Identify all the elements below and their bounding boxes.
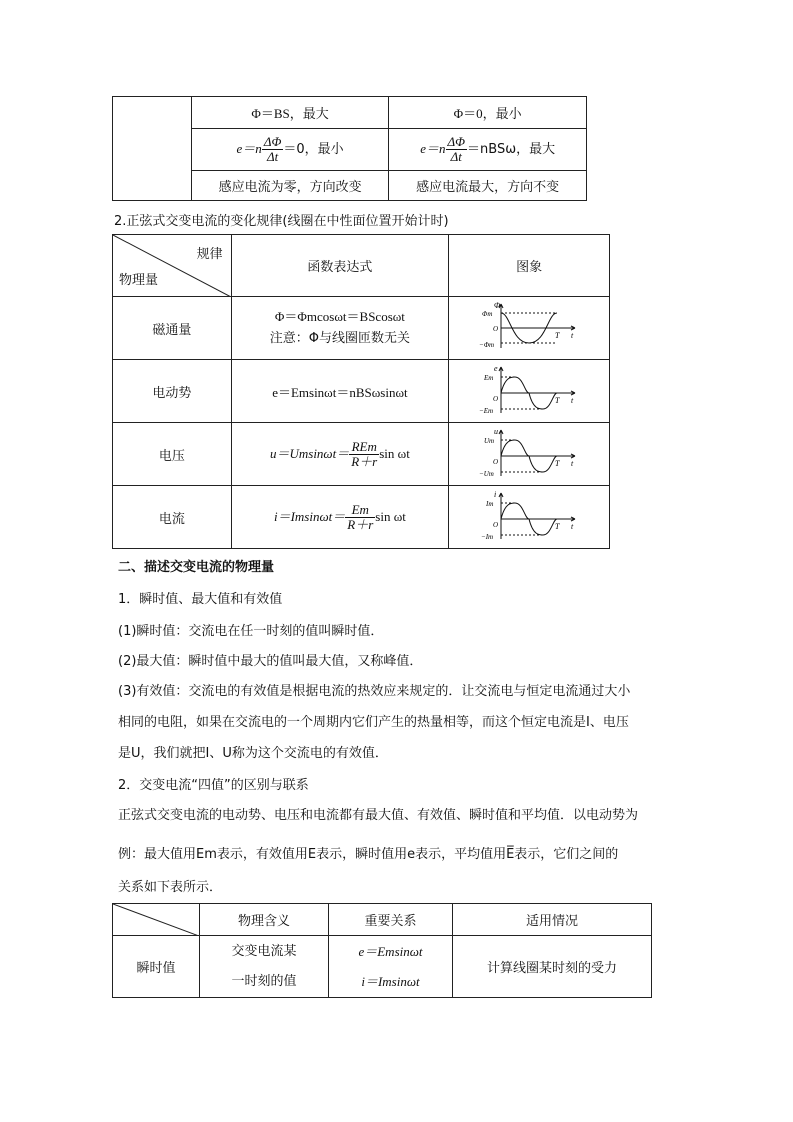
graph-origin: O [493,458,499,466]
paragraph: 相同的电阻，如果在交流电的一个周期内它们产生的热量相等，而这个恒定电流是I、电压 [118,715,629,730]
graph-min-label: −Em [479,407,494,415]
graph-cell [449,360,610,423]
four-values-table [112,903,652,998]
emf-graph [479,363,579,419]
paragraph: (3)有效值：交流电的有效值是根据电流的热效应来规定的．让交流电与恒定电流通过大小 [118,684,631,699]
graph-cell [449,423,610,486]
graph-y-label: Φ [494,301,501,310]
row-usage: 计算线圈某时刻的受力 [453,936,652,998]
paragraph: 是U，我们就把I、U称为这个交流电的有效值． [118,746,388,761]
header-graph: 图象 [449,235,610,297]
diagonal-header-cell [113,235,232,297]
header-usage: 适用情况 [453,904,652,936]
graph-t-label: t [571,459,574,468]
graph-cell [449,486,610,549]
table-cell: 感应电流为零，方向改变 [191,171,389,201]
paragraph: (1)瞬时值：交流电在任一时刻的值叫瞬时值． [118,624,384,639]
graph-origin: O [493,395,499,403]
current-graph [479,489,579,545]
graph-max-label: Im [486,500,494,508]
graph-max-label: Um [484,437,495,445]
expression-text: e＝Emsinωt＝nBSωsinωt [272,384,408,400]
table-cell: Φ＝0，最小 [389,97,587,129]
table-cell: e＝n $\frac{\Delta\Phi}{\Delta t}$ ＝0，最小 [191,129,389,171]
graph-min-label: −Φm [479,341,495,349]
header-relation: 重要关系 [329,904,453,936]
graph-y-label: i [494,490,497,499]
section-heading: 2.正弦式交变电流的变化规律(线圈在中性面位置开始计时) [114,214,449,229]
graph-origin: O [493,325,499,333]
header-quantity: 物理量 [119,273,159,288]
row-name: 磁通量 [113,297,232,360]
row-meaning: 交变电流某 一时刻的值 [200,936,329,998]
paragraph: 2．交变电流“四值”的区别与联系 [118,778,309,793]
table-cell-empty [113,97,192,201]
graph-min-label: −Um [479,470,494,478]
row-name: 电动势 [113,360,232,423]
header-rule: 规律 [196,247,223,262]
paragraph: 正弦式交变电流的电动势、电压和电流都有最大值、有效值、瞬时值和平均值．以电动势为 [118,808,639,823]
paragraph: (2)最大值：瞬时值中最大的值叫最大值，又称峰值． [118,654,423,669]
header-expression: 函数表达式 [231,235,449,297]
graph-y-label: e [494,364,498,373]
paragraph: 关系如下表所示． [118,880,223,895]
graph-period-label: T [555,522,560,531]
graph-max-label: Φm [482,310,493,318]
header-meaning: 物理含义 [200,904,329,936]
graph-origin: O [493,521,499,529]
paragraph: 例：最大值用Em表示，有效值用E表示，瞬时值用e表示，平均值用E̅表示，它们之间的 [118,847,619,862]
graph-t-label: t [571,396,574,405]
section-heading: 二、描述交变电流的物理量 [118,560,275,575]
paragraph: 1．瞬时值、最大值和有效值 [118,592,283,607]
row-name: 电压 [113,423,232,486]
row-expression: i＝Imsinωt＝ $\frac{Em}{R+r}$ sin ωt [231,486,449,549]
graph-min-label: −Im [481,533,494,541]
graph-t-label: t [571,522,574,531]
row-expression [231,297,449,360]
graph-max-label: Em [484,374,494,382]
graph-period-label: T [555,459,560,468]
expression-note: 注意：Φ与线圈匝数无关 [269,331,411,346]
diagonal-line [113,904,199,936]
row-expression: u＝Umsinωt＝ $\frac{\text{REm}}{R+r}$ sin ωt [231,423,449,486]
graph-t-label: t [571,331,574,340]
flux-graph [479,300,579,356]
table-cell: e＝n $\frac{\Delta\Phi}{\Delta t}$ ＝nBSω，最大 [389,129,587,171]
row-relation: e＝Emsinωt i＝Imsinωt [329,936,453,998]
graph-period-label: T [555,331,560,340]
table-cell: 感应电流最大，方向不变 [389,171,587,201]
graph-y-label: u [494,427,499,436]
diagonal-header-cell [113,904,200,936]
row-expression [231,360,449,423]
sine-variation-table [112,234,610,549]
graph-cell [449,297,610,360]
table-continuation [112,96,587,201]
row-name: 电流 [113,486,232,549]
row-name: 瞬时值 [113,936,200,998]
expression-text: Φ＝Φmcosωt＝BScosωt [274,309,405,324]
table-cell: Φ＝BS，最大 [191,97,389,129]
graph-period-label: T [555,396,560,405]
voltage-graph [479,426,579,482]
